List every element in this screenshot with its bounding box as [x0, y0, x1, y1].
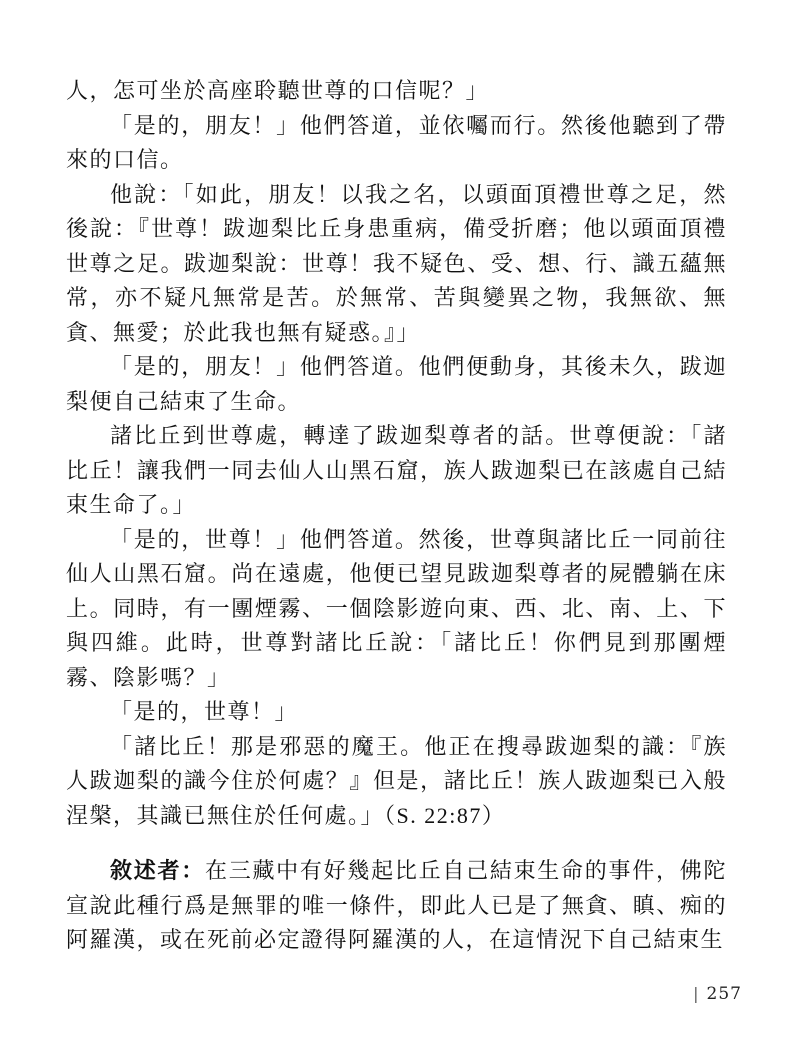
narrator-paragraph [66, 854, 727, 958]
paragraph: 「是的，朋友！」他們答道。他們便動身，其後未久，跋迦梨便自己結束了生命。 [66, 354, 727, 414]
narrator-text: 在三藏中有好幾起比丘自己結束生命的事件，佛陀宣說此種行爲是無罪的唯一條件，即此人已是了無貪、瞋、痴的阿羅漢，或在死前必定證得阿羅漢的人，在這情況下自己結束生 [66, 858, 727, 952]
page-footer [693, 984, 742, 1004]
paragraph: 「是的，世尊！」 [110, 699, 299, 724]
paragraph: 諸比丘到世尊處，轉達了跋迦梨尊者的話。世尊便說：「諸比丘！讓我們一同去仙人山黑石窟，族人跋迦梨已在該處自己結束生命了。」 [66, 423, 727, 517]
paragraph: 人，怎可坐於高座聆聽世尊的口信呢？」 [66, 78, 490, 103]
page-number: 257 [706, 984, 742, 1004]
footer-separator: | [693, 984, 699, 1003]
narrator-label: 敘述者： [110, 858, 205, 883]
paragraph: 「是的，世尊！」他們答道。然後，世尊與諸比丘一同前往仙人山黑石窟。尚在遠處，他便已望見跋迦梨尊者的屍體躺在床上。同時，有一團煙霧、一個陰影遊向東、西、北、南、上、下與四維。此時，世尊對諸比丘說：「諸比丘！你們見到那團煙霧、陰影嗎？」 [66, 526, 727, 690]
text-block [66, 74, 727, 958]
paragraph: 他說：「如此，朋友！以我之名，以頭面頂禮世尊之足，然後說：『世尊！跋迦梨比丘身患重病，備受折磨；他以頭面頂禮世尊之足。跋迦梨說：世尊！我不疑色、受、想、行、識五蘊無常，亦不疑凡無常是苦。於無常、苦與變異之物，我無欲、無貪、無愛；於此我也無有疑惑。』」 [66, 181, 727, 345]
paragraph: 「是的，朋友！」他們答道，並依囑而行。然後他聽到了帶來的口信。 [66, 112, 727, 172]
paragraph-with-citation: 「諸比丘！那是邪惡的魔王。他正在搜尋跋迦梨的識：『族人跋迦梨的識今住於何處？』但是，諸比丘！族人跋迦梨已入般涅槃，其識已無住於任何處。」（S. 22:87） [66, 733, 727, 828]
